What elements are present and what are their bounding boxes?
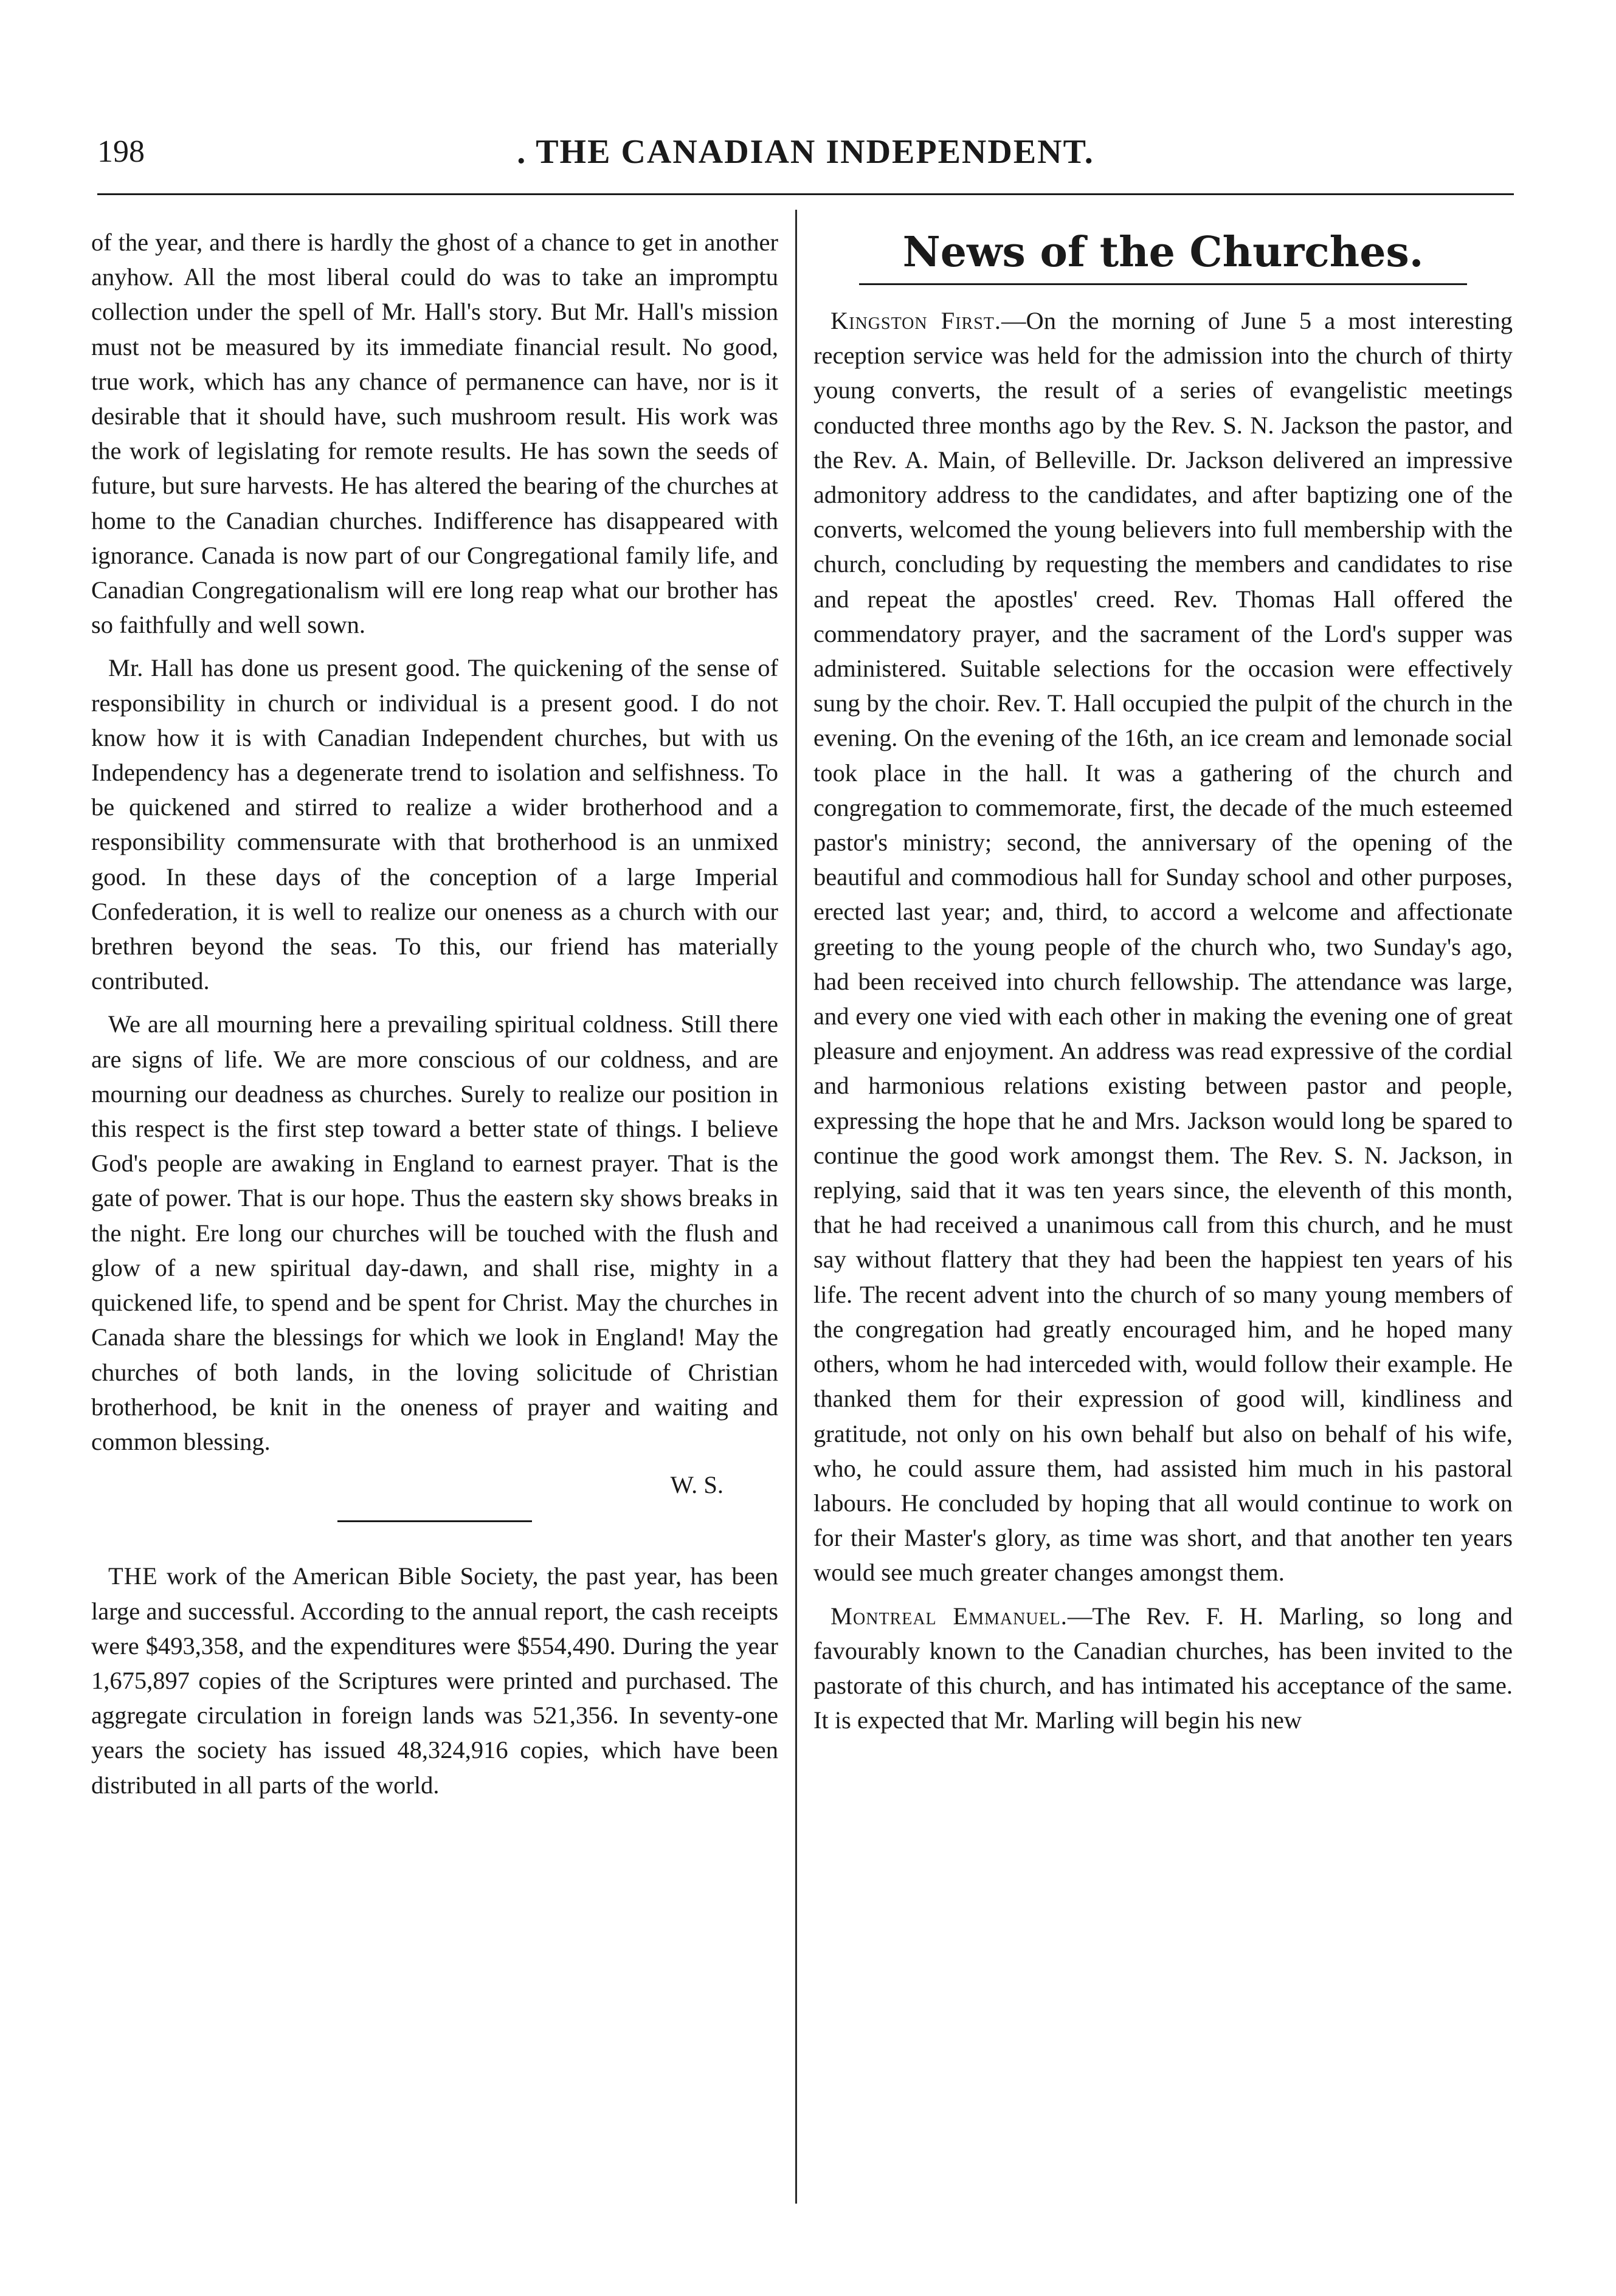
bible-society-lead: THE [108, 1562, 158, 1590]
montreal-paragraph [813, 1599, 1513, 1738]
kingston-lead: Kingston First. [830, 307, 1001, 334]
page-header [97, 128, 1514, 188]
signature: W. S. [670, 1471, 723, 1499]
bible-society-text: work of the American Bible Society, the past year, has been large and successful. According to the annual report, the cash receipts were $493,358, and the expenditures were $554,490. During the year 1,675,897 copies of the Scriptures were printed and purchased. The aggregate circulation in foreign lands was 521,356. In seventy-one years the society has issued 48,324,916 copies, which have been distributed in all parts of the world. [91, 1562, 778, 1799]
continued-paragraph: of the year, and there is hardly the ghost of a chance to get in another anyhow. All the most liberal could do was to take an impromptu collection under the spell of Mr. Hall's story. But Mr. Hall's mission must not be measured by its immediate financial result. No good, true work, which has any chance of permanence can have, nor is it desirable that it should have, such mushroom result. His work was the work of legislating for remote results. He has sown the seeds of future, but sure harvests. He has altered the bearing of the churches at home to the Canadian churches. Indifference has disappeared with ignorance. Canada is now part of our Congregational family life, and Canadian Congregationalism will ere long reap what our brother has so faithfully and well sown. [91, 229, 778, 639]
paragraph-present-good: Mr. Hall has done us present good. The quickening of the sense of responsibility in church or individual is a present good. I do not know how it is with Canadian Independent churches, but with us Independency has a degenerate trend to isolation and selfishness. To be quickened and stirred to realize a wider brotherhood and a responsibility commensurate with that brotherhood is an unmixed good. In these days of the conception of a large Imperial Confederation, it is well to realize our oneness as a church with our brethren beyond the seas. To this, our friend has materially contributed. [91, 654, 778, 995]
section-heading: News of the Churches. [902, 228, 1424, 277]
header-rule [97, 193, 1514, 195]
right-column [813, 225, 1513, 1746]
running-title: . THE CANADIAN INDEPENDENT. [517, 133, 1094, 171]
kingston-paragraph [813, 303, 1513, 1590]
column-divider [795, 210, 797, 2204]
montreal-lead: Montreal Emmanuel. [830, 1602, 1068, 1630]
paragraph-spiritual-coldness: We are all mourning here a prevailing spiritual coldness. Still there are signs of life. We are more conscious of our coldness, and are mourning our deadness as churches. Surely to realize our position in this respect is the first step toward a better state of things. I believe God's people are awaking in England to earnest prayer. That is the gate of power. That is our hope. Thus the eastern sky shows breaks in the night. Ere long our churches will be touched with the flush and glow of a new spiritual day-dawn, and shall rise, mighty in a quickened life, to spend and be spent for Christ. May the churches in Canada share the blessings for which we look in England! May the churches of both lands, in the loving solicitude of Christian brotherhood, be knit in the oneness of prayer and waiting and common blessing. [91, 1010, 778, 1455]
kingston-text: —On the morning of June 5 a most interesting reception service was held for the admission into the church of thirty young converts, the result of a series of evangelistic meetings conducted three months ago by the Rev. S. N. Jackson the pastor, and the Rev. A. Main, of Belleville. Dr. Jackson delivered an impressive admonitory address to the candidates, and after baptizing one of the converts, welcomed the young believers into full membership with the church, concluding by requesting the members and candidates to rise and repeat the apostles' creed. Rev. Thomas Hall offered the commendatory prayer, and the sacrament of the Lord's supper was administered. Suitable selections for the occasion were effectively sung by the choir. Rev. T. Hall occupied the pulpit of the church in the evening. On the evening of the 16th, an ice cream and lemonade social took place in the hall. It was a gathering of the church and congregation to commemorate, first, the decade of the much esteemed pastor's ministry; second, the anniversary of the opening of the beautiful and commodious hall for Sunday school and other purposes, erected last year; and, third, to accord a welcome and affectionate greeting to the young people of the church who, two Sunday's ago, had been received into church fellowship. The attendance was large, and every one vied with each other in making the evening one of great pleasure and enjoyment. An address was read expressive of the cordial and harmonious relations existing between pastor and people, expressing the hope that he and Mrs. Jackson would long be spared to continue the good work amongst them. The Rev. S. N. Jackson, in replying, said that it was ten years since, the eleventh of this month, that he had received a unanimous call from this church, and he must say without flattery that they had been the happiest ten years of his life. The recent advent into the church of so many young members of the congregation had greatly encouraged him, and he hoped many others, whom he had interceded with, would follow their example. He thanked them for their expression of good will, kindliness and gratitude, not only on his own behalf but also on behalf of his wife, who, he could assure them, had assisted him much in his pastoral labours. He concluded by hoping that all would continue to work on for their Master's glory, as time was short, and that another ten years would see much greater changes amongst them. [813, 307, 1513, 1587]
bible-society-paragraph [91, 1559, 778, 1802]
montreal-text: —The Rev. F. H. Marling, so long and favourably known to the Canadian churches, has been invited to the pastorate of this church, and has intimated his acceptance of the same. It is expected that Mr. Marling will begin his new [813, 1602, 1513, 1734]
page-number: 198 [97, 134, 145, 169]
left-column [91, 225, 778, 1811]
heading-rule [859, 283, 1467, 285]
section-separator [337, 1520, 532, 1522]
